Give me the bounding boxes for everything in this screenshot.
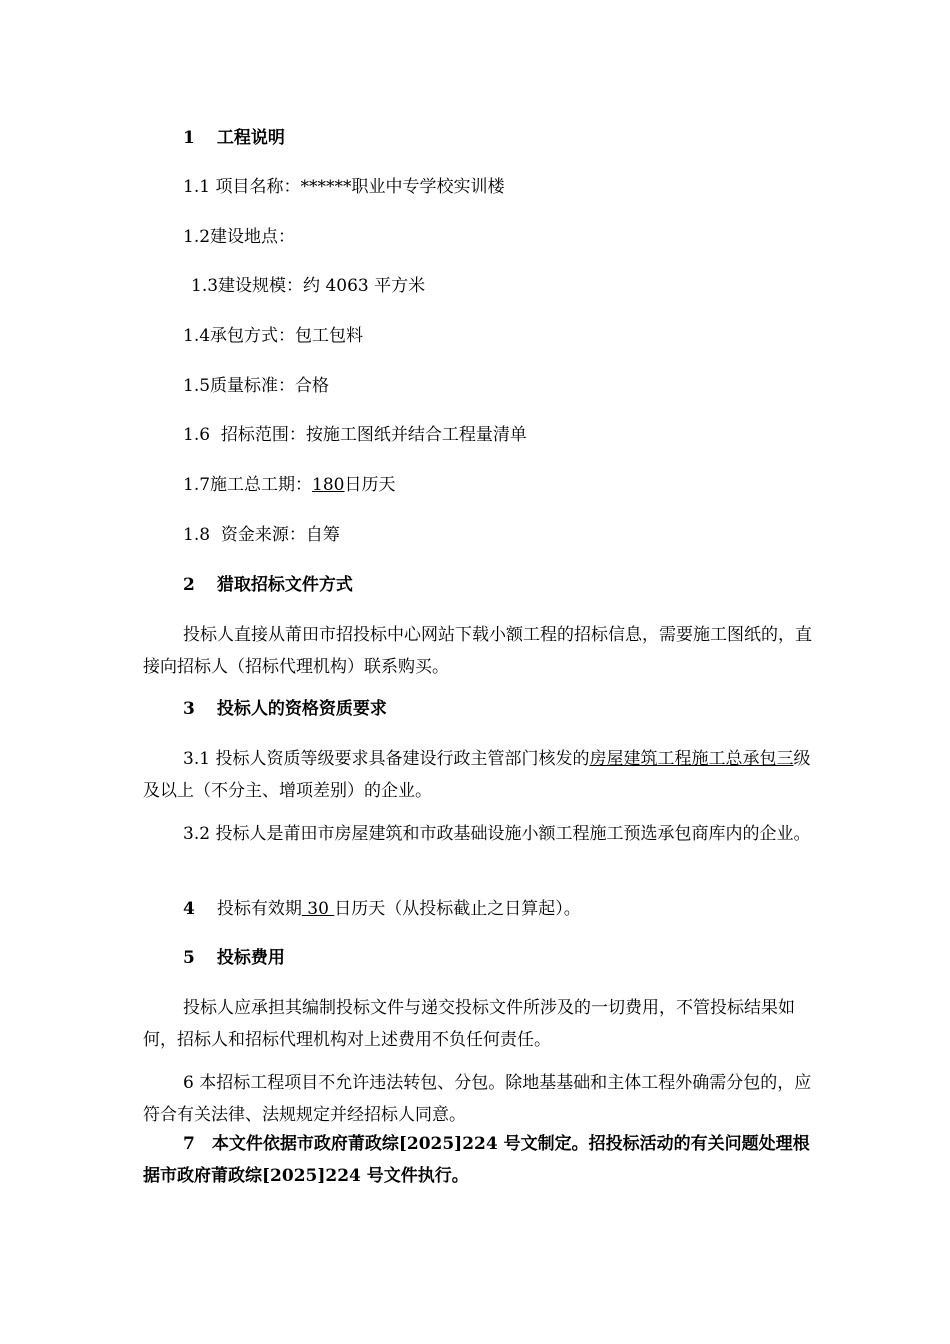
- section-6-body: 6 本招标工程项目不允许违法转包、分包。除地基基础和主体工程外确需分包的，应符合有关法律、法规规定并经招标人同意。: [143, 1073, 812, 1125]
- section-2-body: 投标人直接从莆田市招投标中心网站下载小额工程的招标信息，需要施工图纸的，直接向招标人（招标代理机构）联系购买。: [143, 625, 812, 677]
- item-number: 1.6: [183, 425, 211, 445]
- item-number: 1.4: [183, 326, 211, 346]
- item-number: 1.8: [183, 525, 211, 545]
- section-3-paragraph-2: 3.2 投标人是莆田市房屋建筑和市政基础设施小额工程施工预选承包商库内的企业。: [183, 824, 811, 844]
- duration-unit: 日历天: [344, 475, 396, 495]
- item-label: 招标范围：: [220, 425, 306, 445]
- item-value: 包工包料: [295, 326, 364, 346]
- item-value: ******职业中专学校实训楼: [300, 177, 505, 197]
- section-3-heading: [183, 699, 387, 719]
- section-title: 投标人的资格资质要求: [216, 699, 387, 719]
- item-number: 1.3: [191, 276, 219, 296]
- item-1-7: [183, 475, 396, 495]
- section-title: 工程说明: [216, 128, 285, 148]
- section-1-heading: [183, 128, 285, 148]
- item-value: 合格: [295, 376, 330, 396]
- item-label: 施工总工期：: [210, 475, 313, 495]
- item-1-2: [183, 227, 295, 247]
- item-label: 承包方式：: [210, 326, 296, 346]
- duration-value: 180: [312, 475, 345, 495]
- section-number: 3: [183, 699, 195, 719]
- item-label: 项目名称：: [215, 177, 301, 197]
- item-label: 建设地点：: [210, 227, 296, 247]
- paragraph-text: 级及以上（不分主、增项差别）的企业。: [143, 749, 811, 801]
- item-number: 1.5: [183, 376, 211, 396]
- item-value: 约 4063 平方米: [303, 276, 426, 296]
- validity-value: 30: [301, 899, 335, 919]
- item-value: 按施工图纸并结合工程量清单: [305, 425, 527, 445]
- item-1-5: [183, 376, 329, 396]
- qualification-grade: 房屋建筑工程施工总承包三: [589, 749, 794, 769]
- paragraph-text: 3.1 投标人资质等级要求具备建设行政主管部门核发的: [183, 749, 590, 769]
- section-number: 1: [183, 128, 195, 148]
- section-title: 猎取招标文件方式: [216, 575, 353, 595]
- section-4-line: [183, 899, 581, 919]
- validity-label: 投标有效期: [216, 899, 302, 919]
- section-title: 投标费用: [216, 948, 285, 968]
- item-value: 自筹: [305, 525, 340, 545]
- item-label: 资金来源：: [220, 525, 306, 545]
- item-1-3: [191, 276, 425, 296]
- item-number: 1.1: [183, 177, 211, 197]
- section-2-heading: [183, 575, 353, 595]
- section-number: 4: [183, 899, 195, 919]
- item-1-1: [183, 177, 504, 197]
- section-5-heading: [183, 948, 285, 968]
- item-number: 1.2: [183, 227, 211, 247]
- item-1-4: [183, 326, 363, 346]
- item-label: 建设规模：: [218, 276, 304, 296]
- validity-unit: 日历天（从投标截止之日算起）。: [334, 899, 581, 919]
- item-number: 1.7: [183, 475, 211, 495]
- section-3-paragraph-1: [143, 743, 823, 807]
- section-number: 5: [183, 948, 195, 968]
- item-label: 质量标准：: [210, 376, 296, 396]
- section-number: 2: [183, 575, 195, 595]
- section-5-body: 投标人应承担其编制投标文件与递交投标文件所涉及的一切费用，不管投标结果如何，招标人和招标代理机构对上述费用不负任何责任。: [143, 998, 795, 1050]
- item-1-6: [183, 425, 527, 445]
- section-7-body: 7 本文件依据市政府莆政综[2025]224 号文制定。招投标活动的有关问题处理根据市政府莆政综[2025]224 号文件执行。: [143, 1134, 810, 1186]
- item-1-8: [183, 525, 340, 545]
